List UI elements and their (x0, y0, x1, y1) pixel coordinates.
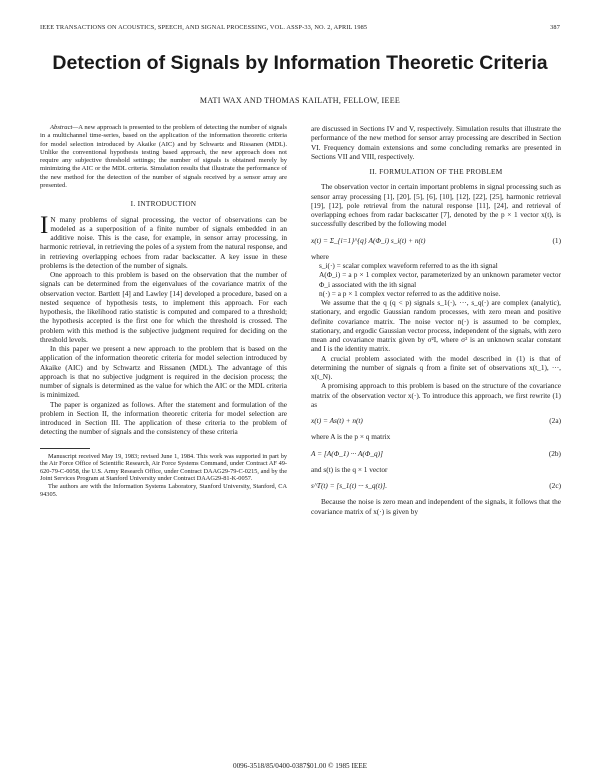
intro-continuation: are discussed in Sections IV and V, respectively. Simulation results that illustrate the performance of the new method for sensor array processing are described in Section VI. Frequency domain extensions and some concluding remarks are presented in Sections VII and VIII, respectively. (311, 124, 561, 161)
equation-2c-expression: s^T(t) = [s_1(t) ··· s_q(t)]. (311, 481, 388, 490)
formulation-paragraph-3: A crucial problem associated with the model described in (1) is that of determining the number of signals q from a finite set of observations x(t_1), ···, x(t_N). (311, 353, 561, 381)
where-matrix-label: where A is the p × q matrix (311, 432, 391, 442)
drop-cap: I (40, 211, 49, 239)
intro-paragraph-4: The paper is organized as follows. After the statement and formulation of the problem in Section II, the information theoretic criteria for model selection are introduced in Section III. The application of these criteria to the problem of detecting the number of signals and the consistency of these criteria (40, 399, 287, 437)
running-head (40, 24, 560, 31)
formulation-paragraph-1: The observation vector in certain important problems in signal processing such as sensor array processing [1], [20], [5], [6], [10], [12], [22], [25], harmonic retrieval [19], [12], pole retrieval from the natural response [11], [24], and retrieval of overlapping echoes from radar backscatter [7], denoted by the p × 1 vector x(t), is successfully described by the following model (311, 182, 561, 229)
right-column (311, 124, 561, 516)
formulation-paragraph-2: We assume that the q (q < p) signals s_1(·), ···, s_q(·) are complex (analytic), stationary, and ergodic Gaussian random processes, with zero mean and positive definite covariance matrix. The noise vector n(·) is assumed to be complex, stationary, and ergodic Gaussian vector process, independent of the signals, with zero mean and covariance matrix given by σ²I, where σ² is an unknown scalar constant and I is the identity matrix. (311, 298, 561, 354)
copyright-line: 0096-3518/85/0400-0387$01.00 © 1985 IEEE (232, 762, 368, 770)
abstract-label: Abstract— (50, 124, 79, 131)
intro-paragraph-2: One approach to this problem is based on the observation that the number of signals can be determined from the eigenvalues of the covariance matrix of the observation vector. Bartlett [4] and Lawley [14] developed a procedure, based on a nested sequence of hypothesis tests, to implement this approach. For each hypothesis, the likelihood ratio statistic is computed and compared to a threshold; the hypothesis accepted is the first one for which the threshold is crossed. The problem with this method is the subjective judgment required for deciding on the threshold levels. (40, 270, 287, 344)
footnote-rule (40, 448, 90, 449)
footnote-manuscript: Manuscript received May 19, 1983; revised June 1, 1984. This work was supported in part by the Air Force Office of Scientific Research, Air Force Systems Command, under Contract AF 49-620-79-C-0058, the U.S. Army Research Office, under Contract DAAG29-79-C-0215, and by the Joint Services Program at Stanford University under Contract DAAG29-81-K-0057. (40, 452, 287, 483)
formulation-paragraph-4: A promising approach to this problem is based on the structure of the covariance matrix of the observation vector x(·). To introduce this approach, we first rewrite (1) as (311, 381, 561, 409)
equation-2c-number: (2c) (549, 481, 561, 490)
equation-2a-expression: x(t) = As(t) + n(t) (311, 416, 363, 425)
and-vector-label: and s(t) is the q × 1 vector (311, 464, 388, 474)
abstract (40, 124, 287, 190)
equation-2b-expression: A = [A(Φ_1) ··· A(Φ_q)] (311, 448, 383, 458)
section-heading-formulation: II. FORMULATION OF THE PROBLEM (369, 167, 503, 176)
footnote-affiliation: The authors are with the Information Systems Laboratory, Stanford University, Stanford, CA 94305. (40, 483, 287, 498)
journal-header: IEEE TRANSACTIONS ON ACOUSTICS, SPEECH, AND SIGNAL PROCESSING, VOL. ASSP-33, NO. 2, APRIL 1985 (40, 24, 368, 31)
formulation-paragraph-5: Because the noise is zero mean and independent of the signals, it follows that the covariance matrix of x(·) is given by (311, 497, 561, 516)
intro-paragraph-1 (40, 211, 287, 271)
section-heading-introduction: I. INTRODUCTION (130, 199, 197, 209)
paper-title: Detection of Signals by Information Theoretic Criteria (52, 52, 548, 74)
equation-2a (311, 416, 561, 425)
equation-2b (311, 449, 561, 458)
equation-1-number: (1) (552, 235, 561, 245)
equation-1 (311, 236, 561, 245)
page-number: 387 (550, 24, 560, 31)
where-label: where (311, 251, 329, 261)
paper-authors: MATI WAX AND THOMAS KAILATH, FELLOW, IEEE (199, 96, 401, 105)
definition-steering-vector: A(Φ_i) = a p × 1 complex vector, parameterized by an unknown parameter vector Φ_i associated with the ith signal (319, 270, 561, 289)
equation-2b-number: (2b) (548, 448, 561, 458)
equation-2c (311, 481, 561, 490)
equation-1-expression: x(t) = Σ_{i=1}^{q} A(Φ_i) s_i(t) + n(t) (311, 235, 426, 245)
equation-2a-number: (2a) (549, 416, 561, 425)
abstract-text: A new approach is presented to the problem of detecting the number of signals in a multichannel time-series, based on the application of the information theoretic criteria for model selection introduced by Akaike (AIC) and by Schwartz and Rissanen (MDL). Unlike the conventional hypothesis testing based approach, the new approach does not require any subjective threshold settings; the number of signals is obtained merely by minimizing the AIC or the MDL criteria. Simulation results that illustrate the performance of the new method for the detection of the number of signals received by a sensor array are presented. (40, 124, 287, 190)
intro-paragraph-1-text: N many problems of signal processing, the vector of observations can be modeled as a superposition of a finite number of signals embedded in an additive noise. This is the case, for example, in sensor array processing, in harmonic retrieval, in retrieving the poles of a system from the natural response, and in retrieving overlapping echoes from radar backscatter. A key issue in these problems is the detection of the number of signals. (40, 214, 287, 270)
definition-signal: s_i(·) = scalar complex waveform referred to as the ith signal (319, 261, 498, 270)
definition-noise: n(·) = a p × 1 complex vector referred to as the additive noise. (319, 288, 501, 298)
left-column (40, 124, 287, 498)
intro-paragraph-3: In this paper we present a new approach to the problem that is based on the application of the information theoretic criteria for model selection introduced by Akaike (AIC) and by Schwartz and Rissanen (MDL). The advantage of this approach is that no subjective judgment is required in the decision process; the number of signals is determined as the value for which the AIC or the MDL criteria is minimized. (40, 344, 287, 400)
